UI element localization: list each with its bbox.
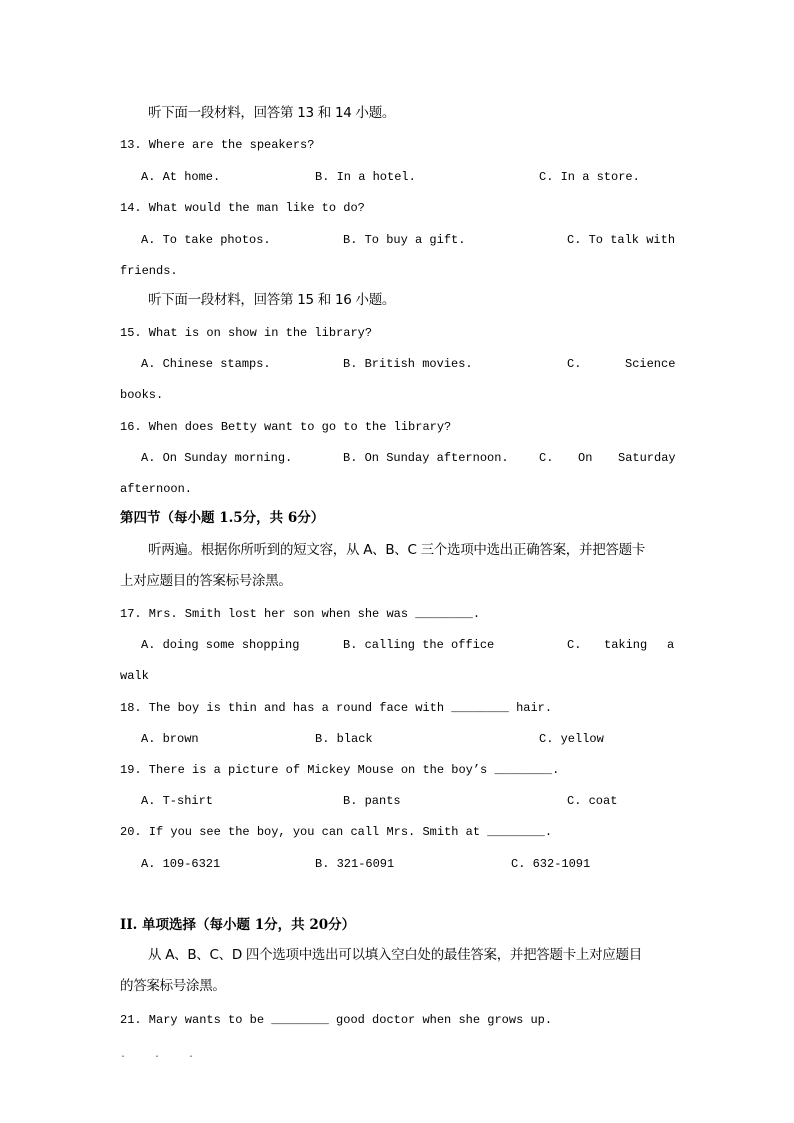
option-a: A. 109-6321 <box>141 857 221 871</box>
option-c: C. <box>539 451 554 465</box>
option-c: C. To talk with <box>567 233 676 247</box>
option-b: B. pants <box>343 794 401 808</box>
question-18: 18. The boy is thin and has a round face with ________ hair. <box>120 701 553 715</box>
question-20: 20. If you see the boy, you can call Mrs. Smith at ________. <box>120 825 553 839</box>
option-c-continued: afternoon. <box>120 482 193 496</box>
section-4-heading: 第四节（每小题 1.5分，共 6分） <box>120 510 325 526</box>
question-15: 15. What is on show in the library? <box>120 326 373 340</box>
option-b: B. black <box>315 732 373 746</box>
option-a: A. T-shirt <box>141 794 214 808</box>
option-b: B. On Sunday afternoon. <box>343 451 509 465</box>
option-a: A. On Sunday morning. <box>141 451 293 465</box>
option-c-continued: walk <box>120 669 149 683</box>
part-2-instructions-cont: 的答案标号涂黑。 <box>120 978 226 994</box>
option-a: A. doing some shopping <box>141 638 300 652</box>
option-b: B. 321-6091 <box>315 857 395 871</box>
section-4-instructions: 听两遍。根据你所听到的短文容，从 A、B、C 三个选项中选出正确答案，并把答题卡 <box>148 542 646 558</box>
option-c-continued: books. <box>120 388 164 402</box>
question-19: 19. There is a picture of Mickey Mouse on the boy’s ________. <box>120 763 560 777</box>
section-4-instructions-cont: 上对应题目的答案标号涂黑。 <box>120 573 292 589</box>
question-21: 21. Mary wants to be ________ good doctor when she grows up. <box>120 1013 553 1027</box>
option-c-continued: friends. <box>120 264 178 278</box>
option-b: B. To buy a gift. <box>343 233 466 247</box>
option-c: C. <box>567 638 582 652</box>
listening-intro: 听下面一段材料，回答第 13 和 14 小题。 <box>148 105 396 121</box>
option-c: C. coat <box>567 794 618 808</box>
option-b: B. In a hotel. <box>315 170 416 184</box>
question-16: 16. When does Betty want to go to the library? <box>120 420 452 434</box>
option-c: C. yellow <box>539 732 604 746</box>
option-c-word: Science <box>625 357 676 371</box>
option-b: B. British movies. <box>343 357 473 371</box>
option-c: C. <box>567 357 582 371</box>
question-17: 17. Mrs. Smith lost her son when she was ________. <box>120 607 481 621</box>
question-14: 14. What would the man like to do? <box>120 201 365 215</box>
option-a: A. To take photos. <box>141 233 271 247</box>
question-13: 13. Where are the speakers? <box>120 138 315 152</box>
option-a: A. brown <box>141 732 199 746</box>
option-c: C. In a store. <box>539 170 640 184</box>
cut-off-text-fragment: ··· <box>120 1052 223 1063</box>
option-c-word: On <box>578 451 593 465</box>
part-2-instructions: 从 A、B、C、D 四个选项中选出可以填入空白处的最佳答案，并把答题卡上对应题目 <box>148 947 642 963</box>
option-c-word: taking <box>604 638 648 652</box>
listening-intro: 听下面一段材料，回答第 15 和 16 小题。 <box>148 292 396 308</box>
option-a: A. At home. <box>141 170 221 184</box>
option-c-word: Saturday <box>618 451 676 465</box>
option-b: B. calling the office <box>343 638 495 652</box>
option-a: A. Chinese stamps. <box>141 357 271 371</box>
part-2-heading: II. 单项选择（每小题 1分，共 20分） <box>120 917 356 933</box>
option-c-word: a <box>667 638 675 652</box>
option-c: C. 632-1091 <box>511 857 591 871</box>
